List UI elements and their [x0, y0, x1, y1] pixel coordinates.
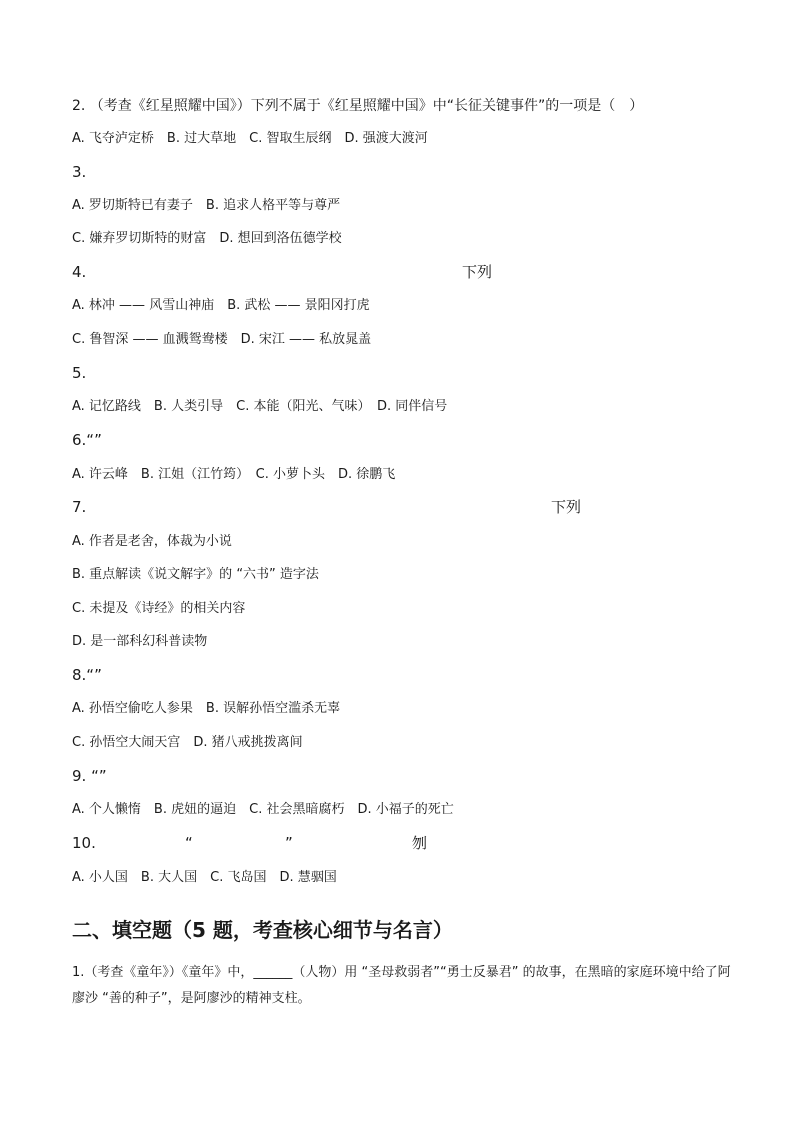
question-3-number: 3. [72, 163, 87, 181]
question-7-option-b: B. 重点解读《说文解字》的 “六书” 造字法 [72, 567, 319, 582]
question-9-options: A. 个人懒惰 B. 虎妞的逼迫 C. 社会黑暗腐朽 D. 小福子的死亡 [72, 802, 454, 817]
question-10-open-quote: “ [185, 834, 193, 852]
question-9-number: 9. “” [72, 767, 107, 785]
question-8-number: 8.“” [72, 666, 102, 684]
question-3-options-row-1: A. 罗切斯特已有妻子 B. 追求人格平等与尊严 [72, 198, 341, 213]
question-5-number: 5. [72, 364, 87, 382]
fill-question-1: 1.（考查《童年》）《童年》中，______（人物）用 “圣母救弱者”“勇士反暴君” 的故事，在黑暗的家庭环境中给了阿廖沙 “善的种子”，是阿廖沙的精神支柱。 [72, 965, 731, 1006]
question-7-option-a: A. 作者是老舍，体裁为小说 [72, 534, 232, 549]
question-3-options-row-2: C. 嫌弃罗切斯特的财富 D. 想回到洛伍德学校 [72, 231, 342, 246]
section-2-heading: 二、填空题（5 题，考查核心细节与名言） [72, 918, 453, 942]
question-10-close-quote: ” [285, 834, 293, 852]
question-10-number: 10. [72, 834, 96, 852]
question-8-options-row-1: A. 孙悟空偷吃人参果 B. 误解孙悟空滥杀无辜 [72, 701, 341, 716]
question-2-options: A. 飞夺泸定桥 B. 过大草地 C. 智取生辰纲 D. 强渡大渡河 [72, 131, 428, 146]
question-4-options-row-2: C. 鲁智深 —— 血溅鸳鸯楼 D. 宋江 —— 私放晁盖 [72, 332, 372, 347]
question-6-options: A. 许云峰 B. 江姐（江竹筠） C. 小萝卜头 D. 徐鹏飞 [72, 467, 396, 482]
question-7-tail: 下列 [551, 498, 582, 516]
question-10-tail: 刎 [412, 834, 428, 852]
question-4-tail: 下列 [462, 263, 493, 281]
question-7-option-c: C. 未提及《诗经》的相关内容 [72, 601, 246, 616]
question-7-number: 7. [72, 498, 87, 516]
question-5-options: A. 记忆路线 B. 人类引导 C. 本能（阳光、气味） D. 同伴信号 [72, 399, 448, 414]
question-10-options: A. 小人国 B. 大人国 C. 飞岛国 D. 慧骃国 [72, 870, 337, 885]
question-7-option-d: D. 是一部科幻科普读物 [72, 634, 208, 649]
question-8-options-row-2: C. 孙悟空大闹天宫 D. 猪八戒挑拨离间 [72, 735, 303, 750]
question-2-stem: 2. （考查《红星照耀中国》）下列不属于《红星照耀中国》中“长征关键事件”的一项是（ ） [72, 98, 644, 114]
question-4-options-row-1: A. 林冲 —— 风雪山神庙 B. 武松 —— 景阳冈打虎 [72, 298, 370, 313]
question-4-number: 4. [72, 263, 87, 281]
question-6-number: 6.“” [72, 431, 102, 449]
